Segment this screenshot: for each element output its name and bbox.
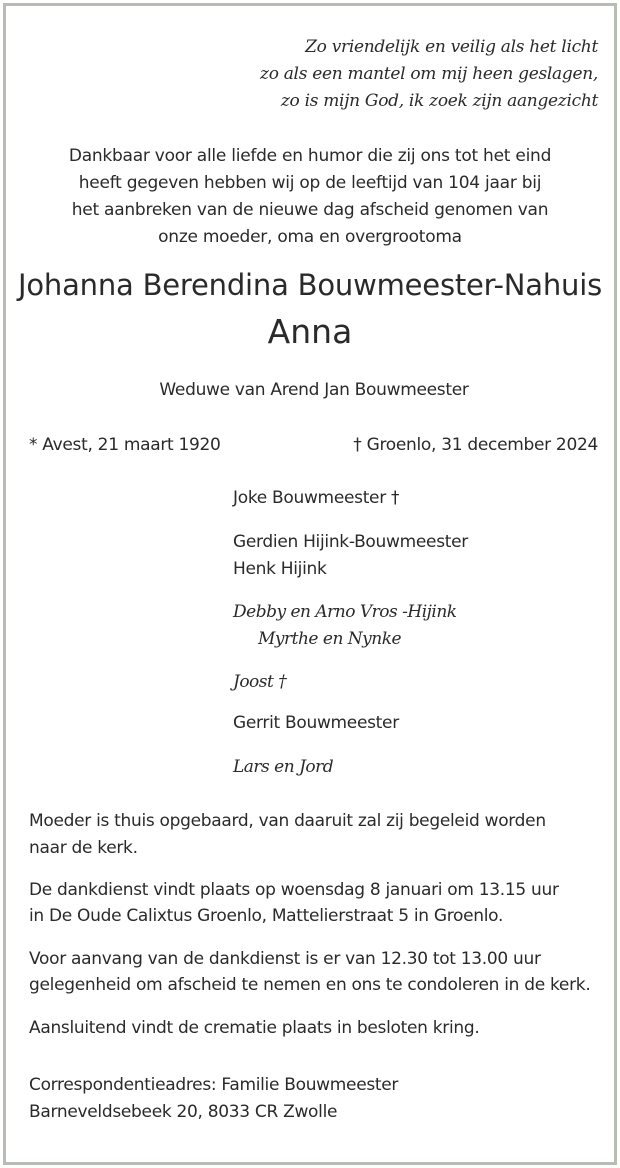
info-line: De dankdienst vindt plaats op woensdag 8 januari om 13.15 uur bbox=[29, 880, 559, 900]
family-member: Joost † bbox=[233, 672, 287, 692]
death-date: † Groenlo, 31 december 2024 bbox=[353, 435, 598, 455]
family-member: Debby en Arno Vros -Hijink bbox=[233, 602, 457, 622]
family-member: Myrthe en Nynke bbox=[258, 629, 402, 649]
deceased-full-name: Johanna Berendina Bouwmeester-Nahuis bbox=[18, 268, 602, 302]
info-line: Voor aanvang van de dankdienst is er van 12.30 tot 13.00 uur bbox=[29, 949, 541, 969]
widow-of: Weduwe van Arend Jan Bouwmeester bbox=[159, 380, 469, 400]
poem-line-3: zo is mijn God, ik zoek zijn aangezicht bbox=[280, 91, 598, 111]
info-line: Aansluitend vindt de crematie plaats in besloten kring. bbox=[29, 1018, 480, 1038]
info-line: Moeder is thuis opgebaard, van daaruit zal zij begeleid worden bbox=[29, 811, 546, 831]
family-member: Joke Bouwmeester † bbox=[233, 488, 400, 508]
family-member: Gerdien Hijink-Bouwmeester bbox=[233, 532, 468, 552]
info-line: naar de kerk. bbox=[29, 838, 138, 858]
birth-date: * Avest, 21 maart 1920 bbox=[29, 435, 221, 455]
info-line: gelegenheid om afscheid te nemen en ons te condoleren in de kerk. bbox=[29, 975, 591, 995]
poem-line-1: Zo vriendelijk en veilig als het licht bbox=[305, 37, 598, 57]
info-line: in De Oude Calixtus Groenlo, Mattelierstraat 5 in Groenlo. bbox=[29, 906, 504, 926]
family-member: Lars en Jord bbox=[233, 757, 334, 777]
correspondence-line: Barneveldsebeek 20, 8033 CR Zwolle bbox=[29, 1102, 338, 1122]
intro-line-2: heeft gegeven hebben wij op de leeftijd van 104 jaar bij bbox=[78, 173, 542, 193]
intro-line-4: onze moeder, oma en overgrootoma bbox=[158, 227, 462, 247]
intro-line-1: Dankbaar voor alle liefde en humor die zij ons tot het eind bbox=[68, 146, 552, 166]
intro-line-3: het aanbreken van de nieuwe dag afscheid genomen van bbox=[71, 200, 549, 220]
poem-line-2: zo als een mantel om mij heen geslagen, bbox=[260, 64, 598, 84]
deceased-nickname: Anna bbox=[267, 312, 353, 351]
family-member: Henk Hijink bbox=[233, 559, 327, 579]
family-member: Gerrit Bouwmeester bbox=[233, 713, 399, 733]
correspondence-line: Correspondentieadres: Familie Bouwmeester bbox=[29, 1075, 399, 1095]
